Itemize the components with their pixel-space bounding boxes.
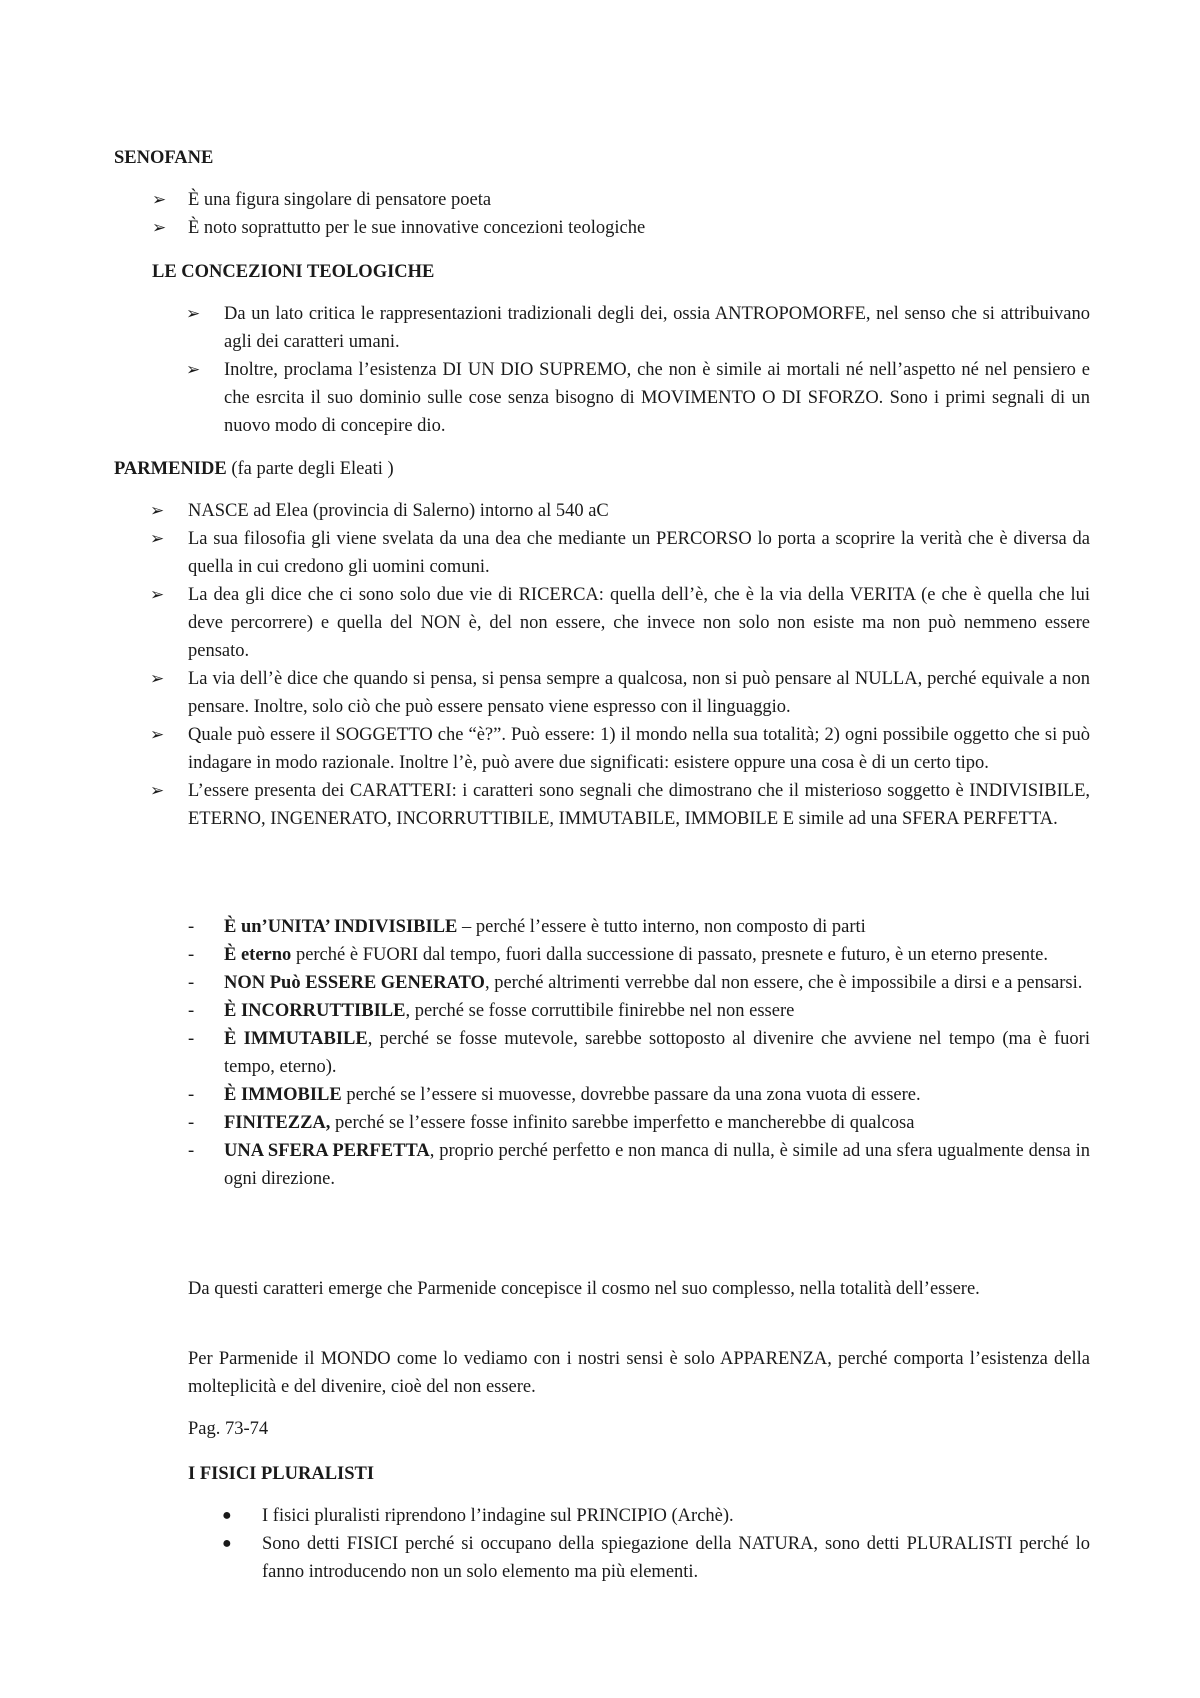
dash-bullet-icon: - (188, 973, 195, 993)
list-item: ➢ Quale può essere il SOGGETTO che “è?”. Può essere: 1) il mondo nella sua totalità; 2) ogni possibile oggetto che si può indagare in modo razionale. Inoltre l’è, può avere due significati: esistere oppure una cosa è di un certo tipo. (188, 721, 1090, 777)
list-item: ➢ Da un lato critica le rappresentazioni tradizionali degli dei, ossia ANTROPOMORFE, nel senso che si attribuivano agli dei caratteri umani. (224, 300, 1090, 356)
list-item: ➢ Inoltre, proclama l’esistenza DI UN DIO SUPREMO, che non è simile ai mortali né nell’aspetto né nel pensiero e che esrcita il suo dominio sulle cose senza bisogno di MOVIMENTO O DI SFORZO. Sono i primi segnali di un nuovo modo di concepire dio. (224, 356, 1090, 440)
senofane-list (152, 186, 1088, 242)
caratteri-list (188, 913, 1090, 1193)
parmenide-subtitle: (fa parte degli Eleati ) (231, 459, 394, 479)
list-item: - È eterno perché è FUORI dal tempo, fuori dalla successione di passato, presnete e futuro, è un eterno presente. (224, 941, 1090, 969)
arrow-bullet-icon: ➢ (152, 218, 167, 237)
list-item: - È IMMUTABILE, perché se fosse mutevole, sarebbe sottoposto al divenire che avviene nel tempo (ma è fuori tempo, eterno). (224, 1025, 1090, 1081)
dot-bullet-icon: ● (222, 1535, 232, 1552)
section-title-concezioni: LE CONCEZIONI TEOLOGICHE (152, 262, 435, 282)
parmenide-list (150, 497, 1090, 833)
dash-bullet-icon: - (188, 1113, 195, 1133)
list-item: - NON Può ESSERE GENERATO, perché altrimenti verrebbe dal non essere, che è impossibile a dirsi e a pensarsi. (224, 969, 1090, 997)
list-item: ➢ La via dell’è dice che quando si pensa, si pensa sempre a qualcosa, non si può pensare al NULLA, perché equivale a non pensare. Inoltre, solo ciò che può essere pensato viene espresso con il linguaggio. (188, 665, 1090, 721)
list-item: - È un’UNITA’ INDIVISIBILE – perché l’essere è tutto interno, non composto di parti (224, 913, 1090, 941)
list-item: ➢ L’essere presenta dei CARATTERI: i caratteri sono segnali che dimostrano che il misterioso soggetto è INDIVISIBILE, ETERNO, INGENERATO, INCORRUTTIBILE, IMMUTABILE, IMMOBILE E simile ad una SFERA PERFETTA. (188, 777, 1090, 833)
arrow-bullet-icon: ➢ (186, 304, 201, 323)
section-title-senofane: SENOFANE (114, 148, 214, 168)
list-item: - È IMMOBILE perché se l’essere si muovesse, dovrebbe passare da una zona vuota di essere. (224, 1081, 1090, 1109)
list-item: ➢ La sua filosofia gli viene svelata da una dea che mediante un PERCORSO lo porta a scoprire la verità che è diversa da quella in cui credono gli uomini comuni. (188, 525, 1090, 581)
dash-bullet-icon: - (188, 945, 195, 965)
dash-bullet-icon: - (188, 1001, 195, 1021)
section-title-fisici: I FISICI PLURALISTI (188, 1464, 375, 1484)
arrow-bullet-icon: ➢ (150, 585, 165, 604)
section-title-parmenide (114, 455, 394, 483)
dash-bullet-icon: - (188, 1029, 195, 1049)
arrow-bullet-icon: ➢ (150, 781, 165, 800)
list-item: ● I fisici pluralisti riprendono l’indagine sul PRINCIPIO (Archè). (262, 1502, 1090, 1530)
arrow-bullet-icon: ➢ (152, 190, 167, 209)
concezioni-list (186, 300, 1090, 440)
fisici-list (222, 1502, 1090, 1586)
list-item: ● Sono detti FISICI perché si occupano della spiegazione della NATURA, sono detti PLURALISTI perché lo fanno introducendo non un solo elemento ma più elementi. (262, 1530, 1090, 1586)
arrow-bullet-icon: ➢ (150, 669, 165, 688)
arrow-bullet-icon: ➢ (150, 725, 165, 744)
list-item: ➢ La dea gli dice che ci sono solo due vie di RICERCA: quella dell’è, che è la via della VERITA (e che è quella che lui deve percorrere) e quella del NON è, del non essere, che invece non solo non esiste ma non può nemmeno essere pensato. (188, 581, 1090, 665)
dot-bullet-icon: ● (222, 1507, 232, 1524)
arrow-bullet-icon: ➢ (150, 529, 165, 548)
list-item: - FINITEZZA, perché se l’essere fosse infinito sarebbe imperfetto e mancherebbe di qualcosa (224, 1109, 1090, 1137)
parmenide-title: PARMENIDE (114, 459, 227, 479)
dash-bullet-icon: - (188, 1141, 195, 1161)
list-item: ➢ È noto soprattutto per le sue innovative concezioni teologiche (188, 214, 1088, 242)
list-item: - È INCORRUTTIBILE, perché se fosse corruttibile finirebbe nel non essere (224, 997, 1090, 1025)
dash-bullet-icon: - (188, 1085, 195, 1105)
page-reference: Pag. 73-74 (188, 1419, 269, 1439)
paragraph-apparenza: Per Parmenide il MONDO come lo vediamo con i nostri sensi è solo APPARENZA, perché comporta l’esistenza della molteplicità e del divenire, cioè del non essere. (188, 1349, 1090, 1397)
paragraph-cosmo: Da questi caratteri emerge che Parmenide concepisce il cosmo nel suo complesso, nella totalità dell’essere. (188, 1279, 980, 1299)
arrow-bullet-icon: ➢ (186, 360, 201, 379)
list-item: ➢ È una figura singolare di pensatore poeta (188, 186, 1088, 214)
list-item: ➢ NASCE ad Elea (provincia di Salerno) intorno al 540 aC (188, 497, 1090, 525)
arrow-bullet-icon: ➢ (150, 501, 165, 520)
dash-bullet-icon: - (188, 917, 195, 937)
list-item: - UNA SFERA PERFETTA, proprio perché perfetto e non manca di nulla, è simile ad una sfera ugualmente densa in ogni direzione. (224, 1137, 1090, 1193)
